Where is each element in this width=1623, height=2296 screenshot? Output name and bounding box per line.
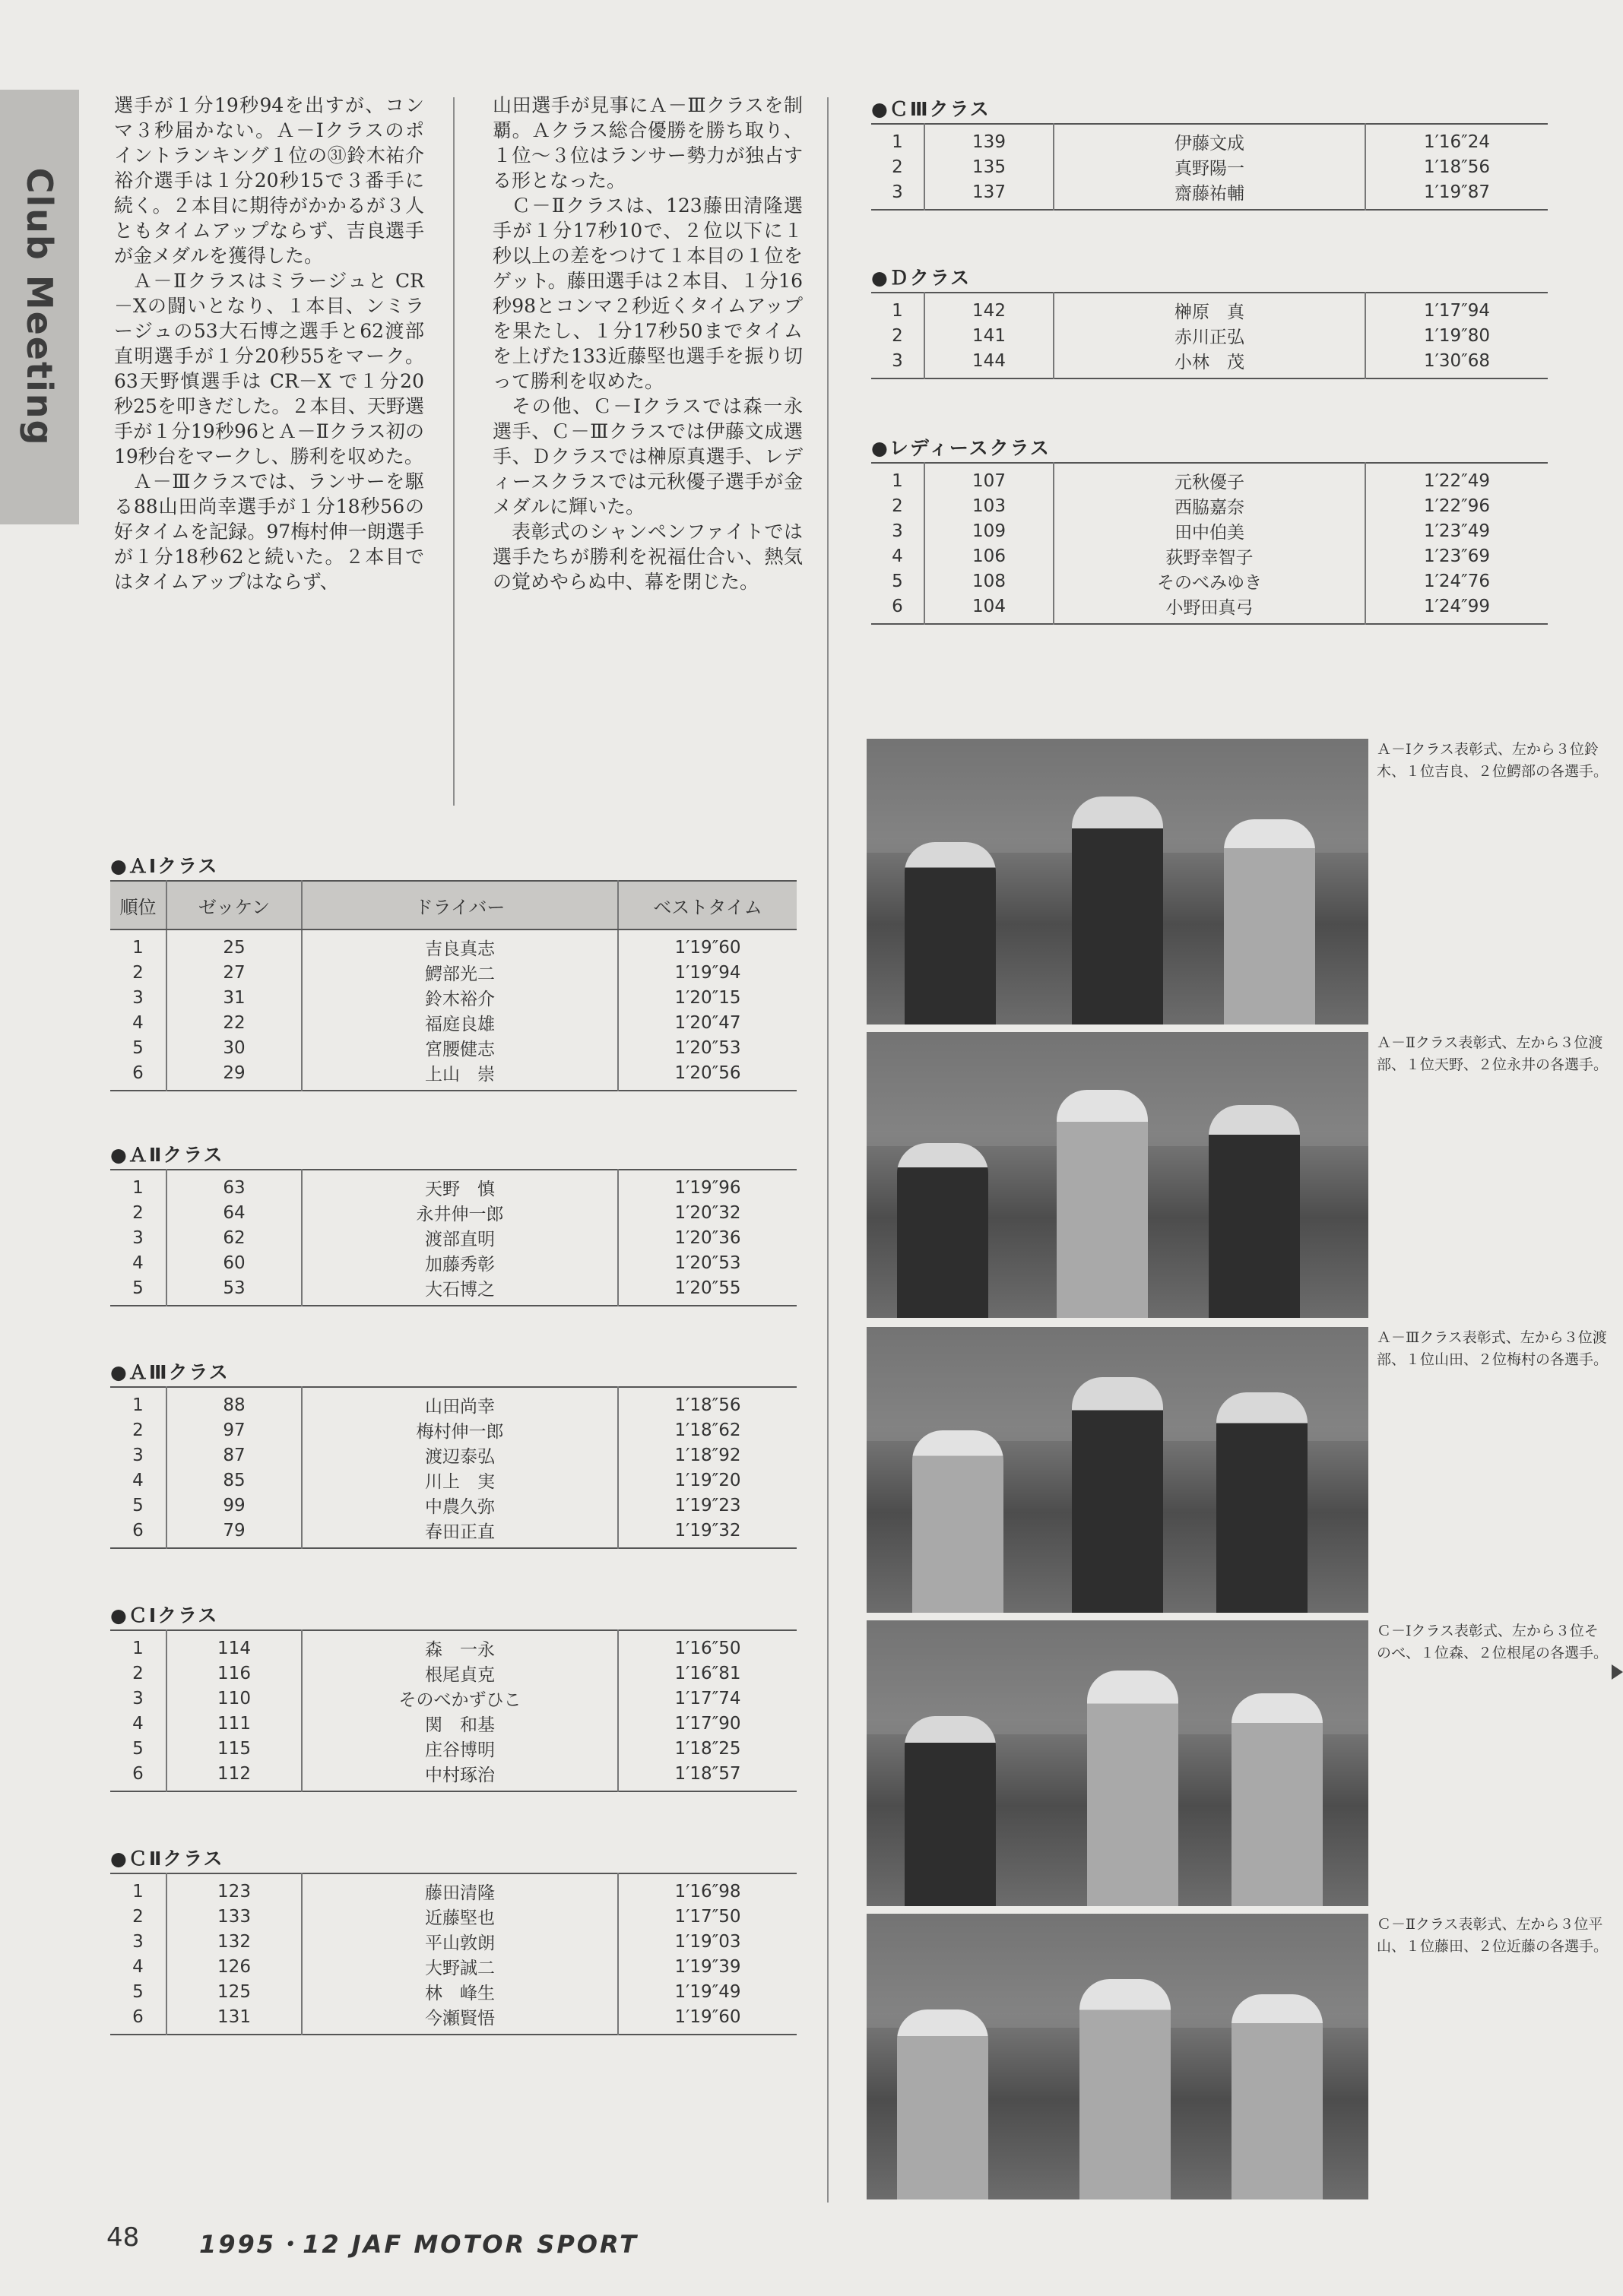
- table-row: [110, 1929, 797, 1954]
- table-row: [110, 985, 797, 1010]
- table-row: [110, 1468, 797, 1493]
- driver-cell: 上山 崇: [302, 1060, 618, 1091]
- driver-cell: 福庭良雄: [302, 1010, 618, 1035]
- number-cell: 79: [166, 1518, 302, 1548]
- pos-cell: 1: [132, 937, 144, 958]
- driver-cell: 赤川正弘: [1054, 323, 1365, 348]
- time-cell: 1′20″55: [618, 1275, 797, 1306]
- table-row: [110, 1443, 797, 1468]
- article-paragraph: 山田選手が見事にＡ－Ⅲクラスを制覇。Ａクラス総合優勝を勝ち取り、１位～３位はランサー勢力が独占する形となった。: [493, 94, 803, 192]
- time-cell: 1′23″49: [1365, 518, 1548, 543]
- section-tab: [0, 90, 79, 524]
- driver-cell: 西脇嘉奈: [1054, 493, 1365, 518]
- pos-cell: 1: [132, 1881, 144, 1902]
- results-c3: [871, 96, 1548, 211]
- time-cell: 1′22″49: [1365, 463, 1548, 493]
- table-row: [110, 1200, 797, 1225]
- driver-cell: 鈴木裕介: [302, 985, 618, 1010]
- time-cell: 1′16″24: [1365, 124, 1548, 154]
- number-cell: 29: [166, 1060, 302, 1091]
- pos-cell: 3: [132, 1445, 144, 1465]
- pos-cell: 2: [132, 1420, 144, 1440]
- podium-photo-c2: [867, 1914, 1368, 2199]
- time-cell: 1′20″36: [618, 1225, 797, 1250]
- driver-cell: 大石博之: [302, 1275, 618, 1306]
- time-cell: 1′19″60: [618, 2004, 797, 2035]
- table-row: [110, 1010, 797, 1035]
- driver-cell: 永井伸一郎: [302, 1200, 618, 1225]
- driver-cell: 荻野幸智子: [1054, 543, 1365, 568]
- number-cell: 25: [166, 929, 302, 960]
- pos-cell: 6: [132, 2006, 144, 2027]
- pos-cell: 1: [132, 1395, 144, 1415]
- section-tab-label: Club Meeting: [19, 167, 60, 447]
- driver-cell: 真野陽一: [1054, 154, 1365, 179]
- time-cell: 1′19″23: [618, 1493, 797, 1518]
- table-row: [110, 1170, 797, 1200]
- class-title: ●ＡⅠクラス: [110, 855, 219, 877]
- number-cell: 116: [166, 1661, 302, 1686]
- pos-cell: 5: [132, 1981, 144, 2002]
- number-cell: 125: [166, 1979, 302, 2004]
- driver-cell: 宮腰健志: [302, 1035, 618, 1060]
- results-a1: [110, 853, 797, 1091]
- driver-cell: そのべかずひこ: [302, 1686, 618, 1711]
- results-table: [110, 1629, 797, 1792]
- podium-photo-c1: [867, 1620, 1368, 1906]
- table-row: [110, 1979, 797, 2004]
- table-row: [110, 1711, 797, 1736]
- pos-cell: 4: [132, 1253, 144, 1273]
- pos-cell: 4: [132, 1470, 144, 1490]
- table-row: [110, 1275, 797, 1306]
- number-cell: 97: [166, 1417, 302, 1443]
- table-row: [110, 2004, 797, 2035]
- pos-cell: 6: [132, 1062, 144, 1083]
- pos-cell: 1: [892, 470, 903, 491]
- podium-photo-a3: [867, 1327, 1368, 1613]
- number-cell: 27: [166, 960, 302, 985]
- number-cell: 108: [924, 568, 1054, 594]
- time-cell: 1′17″90: [618, 1711, 797, 1736]
- pos-cell: 3: [892, 350, 903, 371]
- table-row: [110, 1686, 797, 1711]
- number-cell: 87: [166, 1443, 302, 1468]
- number-cell: 88: [166, 1387, 302, 1417]
- article-column-1: [114, 93, 424, 594]
- driver-cell: 藤田清隆: [302, 1873, 618, 1904]
- article-paragraph: 選手が１分19秒94を出すが、コンマ３秒届かない。Ａ－Ⅰクラスのポイントランキング１位の㉛鈴木祐介裕介選手は１分20秒15で３番手に続く。２本目に期待がかかるが３人ともタイムアップならず、吉良選手が金メダルを獲得した。: [114, 94, 424, 267]
- driver-cell: 吉良真志: [302, 929, 618, 960]
- pos-cell: 4: [132, 1956, 144, 1977]
- magazine-title: 1995・12 JAF MOTOR SPORT: [199, 2230, 639, 2259]
- table-row: [110, 1761, 797, 1791]
- table-row: [871, 543, 1548, 568]
- number-cell: 144: [924, 348, 1054, 378]
- time-cell: 1′20″15: [618, 985, 797, 1010]
- pos-cell: 1: [132, 1177, 144, 1198]
- time-cell: 1′24″99: [1365, 594, 1548, 624]
- driver-cell: 庄谷博明: [302, 1736, 618, 1761]
- time-cell: 1′20″53: [618, 1035, 797, 1060]
- table-row: [110, 1060, 797, 1091]
- pos-cell: 6: [892, 596, 903, 616]
- table-header-row: [110, 881, 797, 929]
- pos-cell: 6: [132, 1520, 144, 1541]
- number-cell: 109: [924, 518, 1054, 543]
- class-title: ●レディースクラス: [871, 437, 1051, 459]
- driver-cell: 齋藤祐輔: [1054, 179, 1365, 210]
- pos-cell: 3: [132, 1227, 144, 1248]
- driver-cell: 渡辺泰弘: [302, 1443, 618, 1468]
- table-row: [110, 1661, 797, 1686]
- driver-cell: 渡部直明: [302, 1225, 618, 1250]
- table-row: [110, 1417, 797, 1443]
- column-divider: [827, 97, 829, 2203]
- driver-cell: 小林 茂: [1054, 348, 1365, 378]
- results-table: [871, 123, 1548, 211]
- table-row: [871, 154, 1548, 179]
- time-cell: 1′19″87: [1365, 179, 1548, 210]
- article-paragraph: 表彰式のシャンペンファイトでは選手たちが勝利を祝福仕合い、熱気の覚めやらぬ中、幕を閉じた。: [493, 521, 803, 593]
- number-cell: 60: [166, 1250, 302, 1275]
- table-row: [871, 463, 1548, 493]
- driver-cell: 森 一永: [302, 1630, 618, 1661]
- pos-cell: 1: [892, 131, 903, 152]
- driver-cell: 加藤秀彰: [302, 1250, 618, 1275]
- driver-cell: 今瀬賢悟: [302, 2004, 618, 2035]
- time-cell: 1′19″32: [618, 1518, 797, 1548]
- time-cell: 1′20″47: [618, 1010, 797, 1035]
- number-cell: 135: [924, 154, 1054, 179]
- table-row: [110, 1736, 797, 1761]
- number-cell: 110: [166, 1686, 302, 1711]
- time-cell: 1′19″49: [618, 1979, 797, 2004]
- time-cell: 1′19″96: [618, 1170, 797, 1200]
- number-cell: 104: [924, 594, 1054, 624]
- time-cell: 1′19″60: [618, 929, 797, 960]
- driver-cell: 中村琢治: [302, 1761, 618, 1791]
- table-row: [871, 124, 1548, 154]
- results-ladies: [871, 435, 1548, 625]
- pos-cell: 5: [132, 1278, 144, 1298]
- article-paragraph: Ａ－Ⅲクラスでは、ランサーを駆る88山田尚幸選手が１分18秒56の好タイムを記録。97梅村伸一朗選手が１分18秒62と続いた。２本目ではタイムアップはならず、: [114, 470, 424, 593]
- class-title: ●ＡⅢクラス: [110, 1361, 230, 1383]
- number-cell: 131: [166, 2004, 302, 2035]
- table-row: [110, 960, 797, 985]
- pos-cell: 3: [892, 182, 903, 202]
- time-cell: 1′19″94: [618, 960, 797, 985]
- table-row: [871, 348, 1548, 378]
- time-cell: 1′30″68: [1365, 348, 1548, 378]
- table-row: [110, 1225, 797, 1250]
- column-divider: [453, 97, 455, 806]
- driver-cell: 川上 実: [302, 1468, 618, 1493]
- driver-cell: そのべみゆき: [1054, 568, 1365, 594]
- article-paragraph: Ａ－Ⅱクラスはミラージュと CR－Xの闘いとなり、１本目、ンミラージュの53大石博之選手と62渡部直明選手が１分20秒55をマーク。63天野慎選手は CR－X で１分20秒25を叩きだした。２本目、天野選手が１分19秒96とＡ－Ⅱクラス初の19秒台をマークし、勝利を収めた。: [114, 270, 424, 467]
- page-number: 48: [106, 2222, 140, 2253]
- time-cell: 1′24″76: [1365, 568, 1548, 594]
- pos-cell: 2: [132, 1663, 144, 1683]
- pos-cell: 2: [132, 962, 144, 983]
- driver-cell: 小野田真弓: [1054, 594, 1365, 624]
- class-title: ●ＣⅢクラス: [871, 98, 991, 120]
- driver-cell: 元秋優子: [1054, 463, 1365, 493]
- number-cell: 133: [166, 1904, 302, 1929]
- driver-cell: 榊原 真: [1054, 293, 1365, 323]
- class-title: ●ＡⅡクラス: [110, 1144, 224, 1166]
- driver-cell: 中農久弥: [302, 1493, 618, 1518]
- number-cell: 53: [166, 1275, 302, 1306]
- number-cell: 31: [166, 985, 302, 1010]
- driver-cell: 田中伯美: [1054, 518, 1365, 543]
- table-row: [110, 929, 797, 960]
- number-cell: 30: [166, 1035, 302, 1060]
- page-edge-marker: [1612, 1664, 1623, 1680]
- time-cell: 1′16″50: [618, 1630, 797, 1661]
- number-cell: 64: [166, 1200, 302, 1225]
- number-cell: 115: [166, 1736, 302, 1761]
- time-cell: 1′18″57: [618, 1761, 797, 1791]
- pos-cell: 2: [132, 1202, 144, 1223]
- results-d: [871, 264, 1548, 379]
- time-cell: 1′17″74: [618, 1686, 797, 1711]
- time-cell: 1′19″20: [618, 1468, 797, 1493]
- results-table: [110, 1873, 797, 2035]
- time-cell: 1′16″98: [618, 1873, 797, 1904]
- results-c1: [110, 1602, 797, 1792]
- driver-cell: 平山敦朗: [302, 1929, 618, 1954]
- results-table: [871, 462, 1548, 625]
- pos-cell: 3: [892, 521, 903, 541]
- pos-cell: 4: [132, 1012, 144, 1033]
- podium-photo-a1: [867, 739, 1368, 1024]
- table-row: [871, 518, 1548, 543]
- table-row: [110, 1630, 797, 1661]
- table-row: [110, 1954, 797, 1979]
- pos-cell: 2: [892, 157, 903, 177]
- photo-caption: Ａ－Ⅱクラス表彰式、左から３位渡部、１位天野、２位永井の各選手。: [1377, 1034, 1609, 1073]
- article-column-2: [493, 93, 803, 594]
- number-cell: 22: [166, 1010, 302, 1035]
- number-cell: 139: [924, 124, 1054, 154]
- time-cell: 1′23″69: [1365, 543, 1548, 568]
- driver-cell: 鰐部光二: [302, 960, 618, 985]
- table-row: [871, 323, 1548, 348]
- article-paragraph: Ｃ－Ⅱクラスは、123藤田清隆選手が１分17秒10で、２位以下に１秒以上の差をつけて１本目の１位をゲット。藤田選手は２本目、１分16秒98とコンマ２秒近くタイムアップを果たし、１分17秒50までタイムを上げた133近藤堅也選手を振り切って勝利を収めた。: [493, 195, 803, 392]
- number-cell: 112: [166, 1761, 302, 1791]
- number-cell: 106: [924, 543, 1054, 568]
- driver-cell: 梅村伸一郎: [302, 1417, 618, 1443]
- photo-caption: Ｃ－Ⅰクラス表彰式、左から３位そのべ、１位森、２位根尾の各選手。: [1377, 1623, 1609, 1661]
- time-cell: 1′20″56: [618, 1060, 797, 1091]
- table-row: [871, 493, 1548, 518]
- time-cell: 1′16″81: [618, 1661, 797, 1686]
- time-cell: 1′19″03: [618, 1929, 797, 1954]
- photo-caption: Ｃ－Ⅱクラス表彰式、左から３位平山、１位藤田、２位近藤の各選手。: [1377, 1916, 1609, 1955]
- driver-cell: 伊藤文成: [1054, 124, 1365, 154]
- header-driver: ドライバー: [302, 881, 618, 929]
- pos-cell: 2: [892, 496, 903, 516]
- results-table: [110, 1169, 797, 1306]
- number-cell: 107: [924, 463, 1054, 493]
- driver-cell: 林 峰生: [302, 1979, 618, 2004]
- time-cell: 1′18″56: [618, 1387, 797, 1417]
- time-cell: 1′18″62: [618, 1417, 797, 1443]
- time-cell: 1′19″39: [618, 1954, 797, 1979]
- table-row: [871, 179, 1548, 210]
- driver-cell: 大野誠二: [302, 1954, 618, 1979]
- time-cell: 1′17″50: [618, 1904, 797, 1929]
- pos-cell: 5: [132, 1037, 144, 1058]
- driver-cell: 春田正直: [302, 1518, 618, 1548]
- pos-cell: 2: [892, 325, 903, 346]
- pos-cell: 1: [132, 1638, 144, 1658]
- number-cell: 142: [924, 293, 1054, 323]
- table-row: [110, 1493, 797, 1518]
- results-table: [110, 880, 797, 1091]
- photo-caption: Ａ－Ⅲクラス表彰式、左から３位渡部、１位山田、２位梅村の各選手。: [1377, 1329, 1609, 1368]
- results-a2: [110, 1142, 797, 1306]
- number-cell: 137: [924, 179, 1054, 210]
- pos-cell: 4: [892, 546, 903, 566]
- table-row: [110, 1518, 797, 1548]
- time-cell: 1′22″96: [1365, 493, 1548, 518]
- driver-cell: 天野 慎: [302, 1170, 618, 1200]
- results-a3: [110, 1359, 797, 1549]
- pos-cell: 4: [132, 1713, 144, 1734]
- time-cell: 1′18″92: [618, 1443, 797, 1468]
- table-row: [871, 594, 1548, 624]
- pos-cell: 2: [132, 1906, 144, 1927]
- pos-cell: 1: [892, 300, 903, 321]
- driver-cell: 山田尚幸: [302, 1387, 618, 1417]
- driver-cell: 根尾貞克: [302, 1661, 618, 1686]
- class-title: ●Ｄクラス: [871, 267, 972, 289]
- driver-cell: 近藤堅也: [302, 1904, 618, 1929]
- table-row: [871, 293, 1548, 323]
- table-row: [871, 568, 1548, 594]
- header-no: ゼッケン: [166, 881, 302, 929]
- number-cell: 114: [166, 1630, 302, 1661]
- time-cell: 1′19″80: [1365, 323, 1548, 348]
- results-table: [110, 1386, 797, 1549]
- results-c2: [110, 1845, 797, 2035]
- time-cell: 1′18″25: [618, 1736, 797, 1761]
- class-title: ●ＣⅡクラス: [110, 1848, 224, 1870]
- table-row: [110, 1035, 797, 1060]
- number-cell: 85: [166, 1468, 302, 1493]
- article-paragraph: その他、Ｃ－Ⅰクラスでは森一永選手、Ｃ－Ⅲクラスでは伊藤文成選手、Ｄクラスでは榊原真選手、レディースクラスでは元秋優子選手が金メダルに輝いた。: [493, 395, 803, 518]
- pos-cell: 5: [892, 571, 903, 591]
- time-cell: 1′20″53: [618, 1250, 797, 1275]
- pos-cell: 5: [132, 1495, 144, 1515]
- driver-cell: 関 和基: [302, 1711, 618, 1736]
- results-table: [871, 292, 1548, 379]
- number-cell: 123: [166, 1873, 302, 1904]
- number-cell: 63: [166, 1170, 302, 1200]
- pos-cell: 5: [132, 1738, 144, 1759]
- time-cell: 1′20″32: [618, 1200, 797, 1225]
- number-cell: 132: [166, 1929, 302, 1954]
- pos-cell: 3: [132, 1931, 144, 1952]
- pos-cell: 3: [132, 1688, 144, 1709]
- number-cell: 103: [924, 493, 1054, 518]
- table-row: [110, 1250, 797, 1275]
- header-time: ベストタイム: [618, 881, 797, 929]
- time-cell: 1′17″94: [1365, 293, 1548, 323]
- number-cell: 126: [166, 1954, 302, 1979]
- podium-photo-a2: [867, 1032, 1368, 1318]
- table-row: [110, 1904, 797, 1929]
- number-cell: 111: [166, 1711, 302, 1736]
- number-cell: 141: [924, 323, 1054, 348]
- time-cell: 1′18″56: [1365, 154, 1548, 179]
- table-row: [110, 1873, 797, 1904]
- table-row: [110, 1387, 797, 1417]
- class-title: ●ＣⅠクラス: [110, 1604, 219, 1626]
- photo-caption: Ａ－Ⅰクラス表彰式、左から３位鈴木、１位吉良、２位鰐部の各選手。: [1377, 741, 1609, 780]
- number-cell: 62: [166, 1225, 302, 1250]
- pos-cell: 6: [132, 1763, 144, 1784]
- pos-cell: 3: [132, 987, 144, 1008]
- header-pos: 順位: [110, 881, 166, 929]
- number-cell: 99: [166, 1493, 302, 1518]
